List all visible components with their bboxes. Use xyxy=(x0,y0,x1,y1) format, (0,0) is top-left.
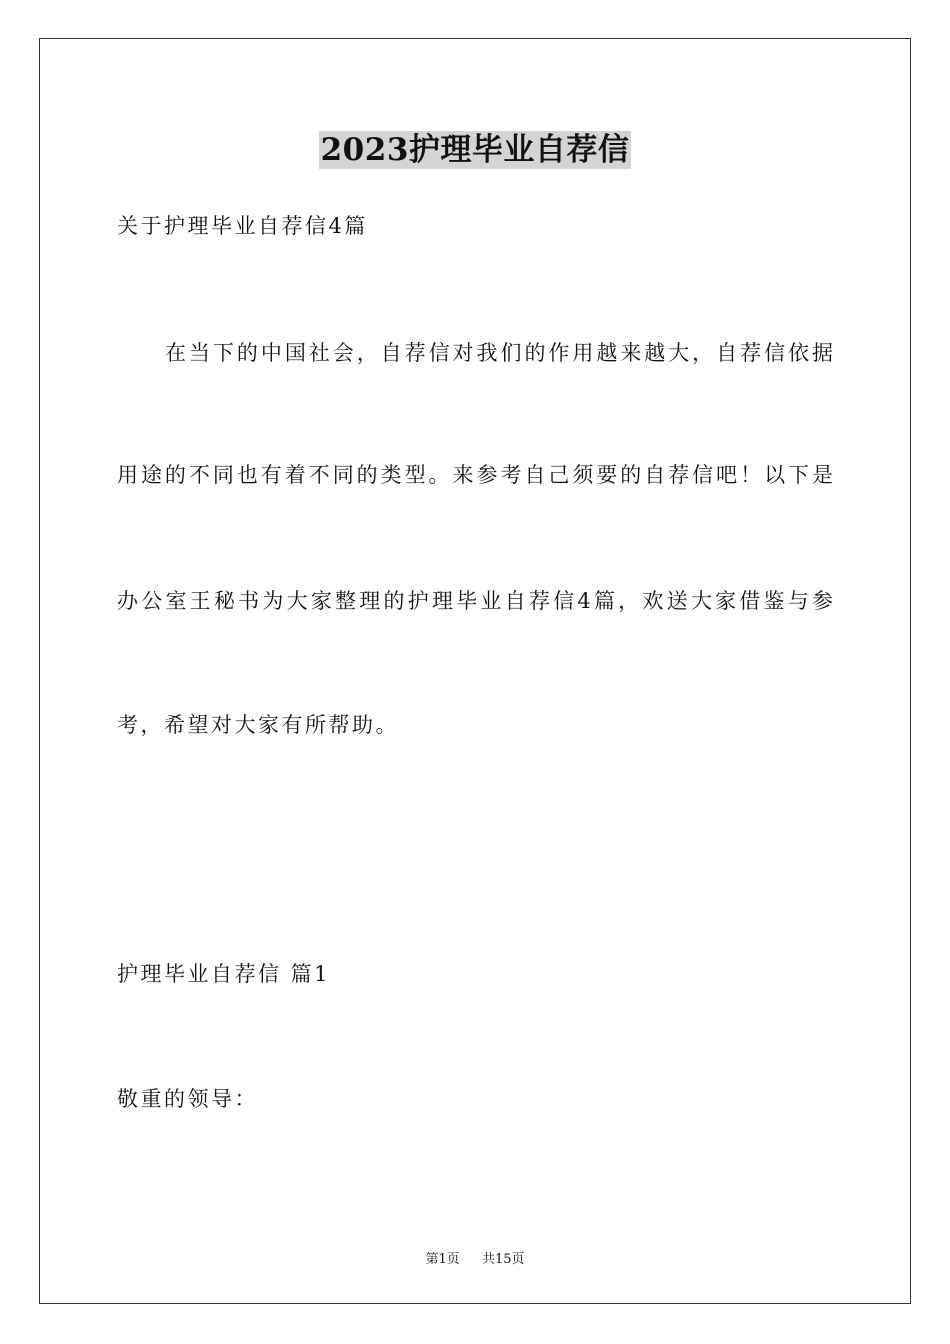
document-subtitle: 关于护理毕业自荐信4篇 xyxy=(117,214,368,238)
section-heading: 护理毕业自荐信 篇1 xyxy=(117,962,331,986)
page-total: 共15页 xyxy=(482,1252,525,1267)
page-footer xyxy=(0,1248,950,1267)
document-title-container xyxy=(0,124,950,169)
intro-line-1: 在当下的中国社会，自荐信对我们的作用越来越大，自荐信依据 xyxy=(165,341,833,365)
intro-line-3: 办公室王秘书为大家整理的护理毕业自荐信4篇，欢送大家借鉴与参 xyxy=(117,589,833,613)
page-number: 第1页 xyxy=(425,1252,460,1267)
document-title: 2023护理毕业自荐信 xyxy=(320,132,630,168)
intro-line-2: 用途的不同也有着不同的类型。来参考自己须要的自荐信吧！以下是 xyxy=(117,463,833,487)
salutation: 敬重的领导： xyxy=(117,1087,258,1111)
intro-line-4: 考，希望对大家有所帮助。 xyxy=(117,713,399,737)
